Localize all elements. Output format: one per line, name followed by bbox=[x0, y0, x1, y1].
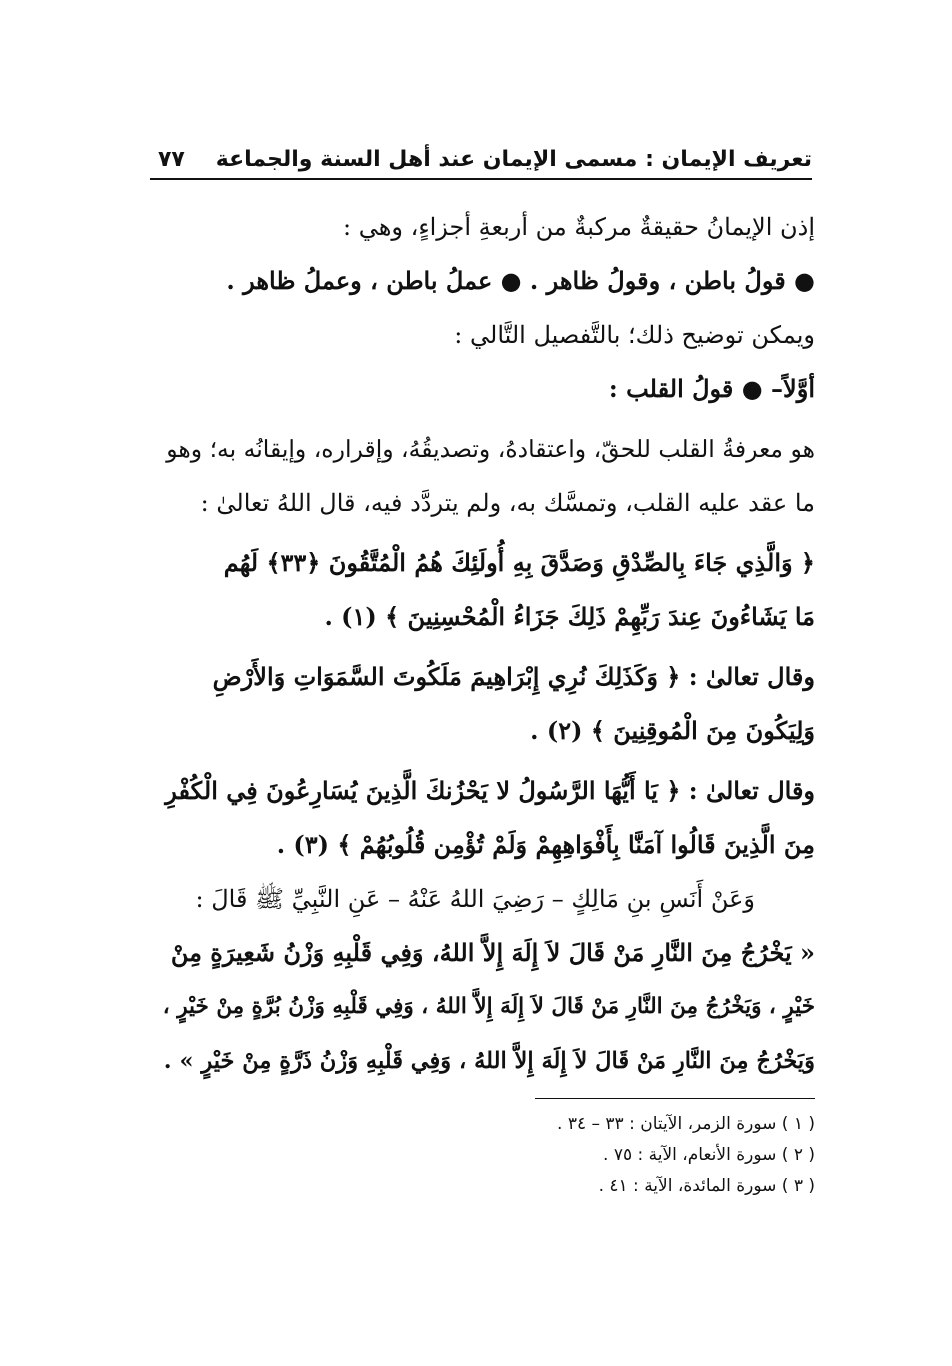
text-line: ويمكن توضيح ذلك؛ بالتَّفصيل التَّالي : bbox=[454, 321, 815, 349]
running-title: تعريف الإيمان : مسمى الإيمان عند أهل السنة والجماعة bbox=[215, 147, 812, 172]
text-line: هو معرفةُ القلب للحقّ، واعتقادهُ، وتصديقُهُ، وإقراره، وإيقانُه به؛ وهو bbox=[166, 435, 815, 463]
pillars-line: ● قولُ باطن ، وقولُ ظاهر . ● عملُ باطن ، وعملُ ظاهر . bbox=[226, 266, 815, 295]
quran-verse-line: مِنَ الَّذِينَ قَالُوا آمَنَّا بِأَفْوَاهِهِمْ وَلَمْ تُؤْمِن قُلُوبُهُمْ ﴾ (٣) . bbox=[276, 830, 815, 859]
hadith-text-line: « يَخْرُجُ مِنَ النَّارِ مَنْ قَالَ لاَ إِلَهَ إِلاَّ اللهُ، وَفِي قَلْبِهِ وَزْنُ شَعِيرَةٍ مِنْ bbox=[170, 938, 815, 967]
section-heading: أوَّلاً– ● قولُ القلب : bbox=[608, 374, 815, 403]
quran-verse-line: وقال تعالىٰ : ﴿ يَا أَيُّهَا الرَّسُولُ لا يَحْزُنكَ الَّذِينَ يُسَارِعُونَ فِي الْكُفْرِ bbox=[165, 776, 815, 805]
main-text bbox=[155, 200, 815, 1088]
text-line: ما عقد عليه القلب، وتمسَّك به، ولم يتردَّد فيه، قال اللهُ تعالىٰ : bbox=[200, 489, 815, 517]
text-line: إذن الإيمانُ حقيقةٌ مركبةٌ من أربعةِ أجزاءٍ، وهي : bbox=[342, 213, 815, 241]
quran-verse-line: ﴿ وَالَّذِي جَاءَ بِالصِّدْقِ وَصَدَّقَ بِهِ أُولَئِكَ هُمُ الْمُتَّقُونَ ﴿٣٣﴾ لَهُم bbox=[223, 548, 815, 577]
quran-verse-line: وقال تعالىٰ : ﴿ وَكَذَلِكَ نُرِي إِبْرَاهِيمَ مَلَكُوتَ السَّمَوَاتِ وَالأَرْضِ bbox=[212, 662, 815, 691]
footnote: ( ٢ ) سورة الأنعام، الآية : ٧٥ . bbox=[603, 1145, 815, 1165]
hadith-text-line: خَيْرٍ ، وَيَخْرُجُ مِنَ النَّارِ مَنْ قَالَ لاَ إِلَهَ إِلاَّ اللهُ ، وَفِي قَلْبِهِ وَزْنُ بُرَّةٍ مِنْ خَيْرٍ ، bbox=[162, 994, 815, 1019]
footnote-divider bbox=[535, 1098, 815, 1099]
page-header bbox=[150, 138, 812, 180]
hadith-text-line: وَيَخْرُجُ مِنَ النَّارِ مَنْ قَالَ لاَ إِلَهَ إِلاَّ اللهُ ، وَفِي قَلْبِهِ وَزْنُ ذَرَّةٍ مِنْ خَيْرٍ » . bbox=[163, 1048, 815, 1074]
quran-verse-line: مَا يَشَاءُونَ عِندَ رَبِّهِمْ ذَلِكَ جَزَاءُ الْمُحْسِنِينَ ﴾ (١) . bbox=[324, 602, 815, 631]
footnotes bbox=[155, 1098, 815, 1202]
page-number: ٧٧ bbox=[158, 147, 185, 172]
quran-verse-line: وَلِيَكُونَ مِنَ الْمُوقِنِينَ ﴾ (٢) . bbox=[530, 716, 815, 745]
footnote: ( ١ ) سورة الزمر، الآيتان : ٣٣ – ٣٤ . bbox=[557, 1114, 815, 1134]
hadith-chain-line: وَعَنْ أَنَسِ بنِ مَالِكٍ – رَضِيَ اللهُ عَنْهُ – عَنِ النَّبِيِّ ﷺ قَالَ : bbox=[195, 885, 755, 913]
footnote: ( ٣ ) سورة المائدة، الآية : ٤١ . bbox=[598, 1176, 815, 1196]
